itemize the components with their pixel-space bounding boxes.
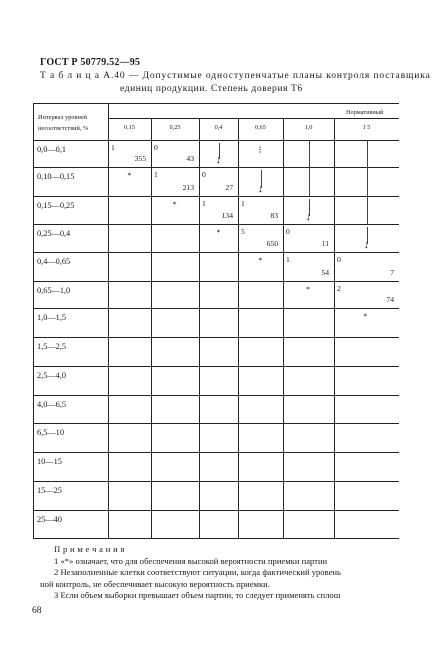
table-caption-line-1: Т а б л и ц а А.40 — Допустимые одноступенчатые планы контроля поставщика [40,71,431,81]
row-line [33,196,399,197]
note-3: 3 Если объем выборки превышает объем партии, то следует применять сплош [54,590,341,600]
page-number: 68 [32,606,42,616]
acceptance-number: 0 [154,143,158,152]
table-border-left [33,103,34,538]
continuation-bar [309,140,310,167]
column-header: 1 5 [362,124,371,131]
note-2-continued: ной контроль, не обеспечивает высокую вероятность приемки. [40,578,270,589]
sample-size: 83 [270,211,278,220]
row-line [33,481,399,482]
continuation-bar [309,167,310,196]
acceptance-number: 0 [202,170,206,179]
column-line [283,118,284,538]
acceptance-number: 2 [337,284,341,293]
star-mark: * [363,312,368,321]
column-line [334,118,335,538]
sample-size: 27 [225,183,233,192]
column-header: 0,15 [123,124,136,131]
down-arrow-icon: ↓ [257,183,263,195]
row-line [33,395,399,396]
row-line [33,140,399,141]
star-mark: * [258,256,263,265]
column-line [151,118,152,538]
row-label: 4,0—6,5 [37,400,67,409]
sample-size: 11 [321,239,329,248]
sample-size: 650 [266,239,278,248]
acceptance-number: 1 [286,255,290,264]
star-mark: * [172,200,177,209]
continuation-bar [367,140,368,167]
sample-size: 74 [386,295,394,304]
acceptance-number: 1 [241,199,245,208]
sample-size: 54 [321,268,329,277]
column-header: 1,0 [304,124,313,131]
row-line [33,366,399,367]
row-label: 10—15 [37,457,62,466]
column-line [238,118,239,538]
sample-size: 134 [221,211,233,220]
acceptance-number: 0 [286,227,290,236]
star-mark: * [305,285,310,294]
row-line [33,337,399,338]
sample-size: 213 [182,183,194,192]
row-line [33,423,399,424]
row-line [33,538,399,539]
dotted-continuation-mark: ⁝ [258,145,262,156]
table-border-top [33,103,399,104]
column-header: 0,65 [254,124,267,131]
note-2: 2 Незаполненные клетки соответствуют ситуации, когда фактический уровень [54,567,341,577]
row-label: 0,10—0,15 [37,172,75,181]
row-line [33,452,399,453]
column-header: 0,25 [169,124,181,131]
group-header: Нормативный [346,109,384,116]
row-label: 6,5—10 [37,428,64,437]
notes-title: П р и м е ч а н и я [54,544,125,554]
standard-title: ГОСТ Р 50779.52—95 [40,57,141,68]
row-line [33,167,399,168]
row-line [33,510,399,511]
down-arrow-icon: ↓ [305,211,311,223]
row-label: 1,5—2,5 [37,342,67,351]
acceptance-number: 1 [154,170,158,179]
row-label: 2,5—4,0 [37,371,67,380]
column-line [199,118,200,538]
sample-size: 7 [390,268,394,277]
continuation-bar [367,167,368,196]
note-1: 1 «*» означает, что для обеспечения высокой вероятности приемки партии [54,555,328,566]
table-caption-line-2: единиц продукции. Степень доверия Т6 [120,84,303,94]
row-label: 0,0—0,1 [37,145,67,154]
row-line [33,281,399,282]
acceptance-number: 0 [337,255,341,264]
row-header-label: несоответствий, % [38,125,89,132]
sample-size: 355 [134,154,146,163]
row-line [33,224,399,225]
row-label: 0,15—0,25 [37,201,75,210]
row-label: 1,0—1,5 [37,313,67,322]
row-header-label: Интервал уровней [38,114,88,121]
row-label: 0,25—0,4 [37,229,71,238]
row-label: 0,65—1,0 [37,286,71,295]
row-label: 25—40 [37,515,62,524]
row-line [33,252,399,253]
down-arrow-icon: ↓ [363,239,369,251]
star-mark: * [127,171,132,180]
column-header: 0,4 [214,124,223,131]
notes-section [40,544,400,602]
row-label: 15—25 [37,486,62,495]
acceptance-number: 1 [111,143,115,152]
row-line [33,308,399,309]
column-line [108,103,109,538]
acceptance-plans-table [33,103,399,537]
row-label: 0,4—0,65 [37,257,71,266]
star-mark: * [216,228,221,237]
down-arrow-icon: ↓ [215,154,221,166]
sample-size: 43 [186,154,194,163]
acceptance-number: 1 [202,199,206,208]
acceptance-number: 5 [241,227,245,236]
continuation-bar [367,196,368,224]
